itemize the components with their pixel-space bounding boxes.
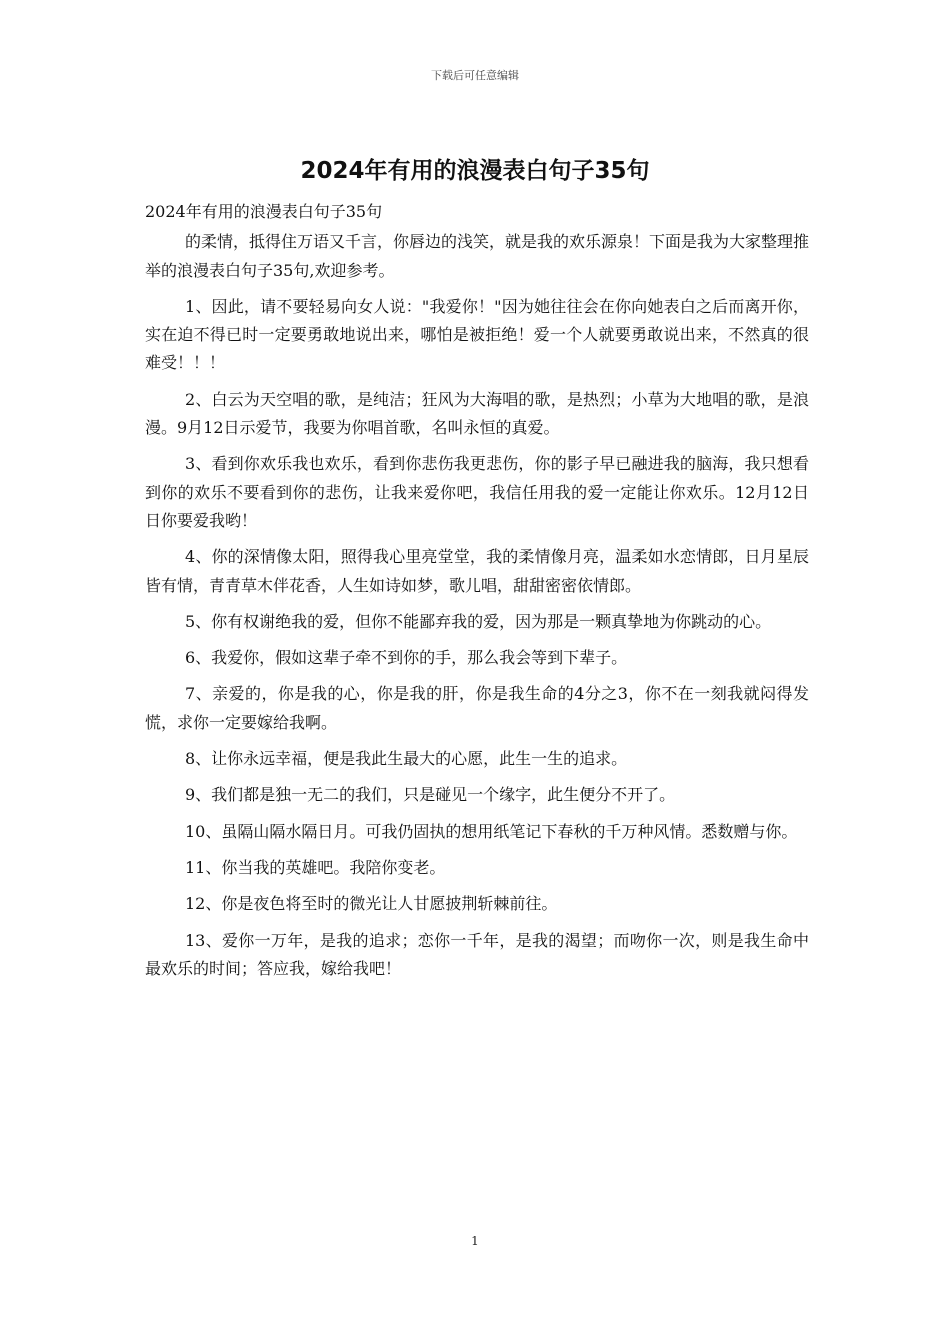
list-item: 2、白云为天空唱的歌，是纯洁；狂风为大海唱的歌，是热烈；小草为大地唱的歌，是浪漫。9月12日示爱节，我要为你唱首歌，名叫永恒的真爱。 (145, 389, 809, 438)
list-item: 8、让你永远幸福，便是我此生最大的心愿，此生一生的追求。 (185, 749, 628, 769)
header-note: 下载后可任意编辑 (431, 69, 519, 82)
list-item: 1、因此，请不要轻易向女人说："我爱你！"因为她往往会在你向她表白之后而离开你，实在迫不得已时一定要勇敢地说出来，哪怕是被拒绝！爱一个人就要勇敢说出来，不然真的很难受！！！ (145, 296, 809, 373)
list-item: 12、你是夜色将至时的微光让人甘愿披荆斩棘前往。 (185, 894, 558, 914)
page-number: 1 (471, 1234, 479, 1248)
subtitle: 2024年有用的浪漫表白句子35句 (145, 202, 383, 221)
intro-paragraph: 的柔情，抵得住万语又千言，你唇边的浅笑，就是我的欢乐源泉！下面是我为大家整理推举的浪漫表白句子35句,欢迎参考。 (145, 232, 810, 280)
list-item: 3、看到你欢乐我也欢乐，看到你悲伤我更悲伤，你的影子早已融进我的脑海，我只想看到你的欢乐不要看到你的悲伤，让我来爱你吧，我信任用我的爱一定能让你欢乐。12月12日日你要爱我哟！ (145, 454, 809, 530)
list-item: 13、爱你一万年，是我的追求；恋你一千年，是我的渴望；而吻你一次，则是我生命中最欢乐的时间；答应我，嫁给我吧！ (145, 930, 809, 978)
document-body (145, 198, 809, 991)
list-item: 6、我爱你，假如这辈子牵不到你的手，那么我会等到下辈子。 (185, 648, 628, 668)
list-item: 7、亲爱的，你是我的心，你是我的肝，你是我生命的4分之3，你不在一刻我就闷得发慌，求你一定要嫁给我啊。 (145, 684, 809, 732)
list-item: 10、虽隔山隔水隔日月。可我仍固执的想用纸笔记下春秋的千万种风情。悉数赠与你。 (185, 821, 798, 841)
list-item: 5、你有权谢绝我的爱，但你不能鄙弃我的爱，因为那是一颗真挚地为你跳动的心。 (185, 611, 772, 631)
list-item: 11、你当我的英雄吧。我陪你变老。 (185, 857, 446, 877)
document-title: 2024年有用的浪漫表白句子35句 (300, 158, 650, 184)
list-item: 4、你的深情像太阳，照得我心里亮堂堂，我的柔情像月亮，温柔如水恋情郎，日月星辰皆有情，青青草木伴花香，人生如诗如梦，歌儿唱，甜甜密密依情郎。 (145, 547, 809, 595)
list-item: 9、我们都是独一无二的我们，只是碰见一个缘字，此生便分不开了。 (185, 785, 676, 805)
